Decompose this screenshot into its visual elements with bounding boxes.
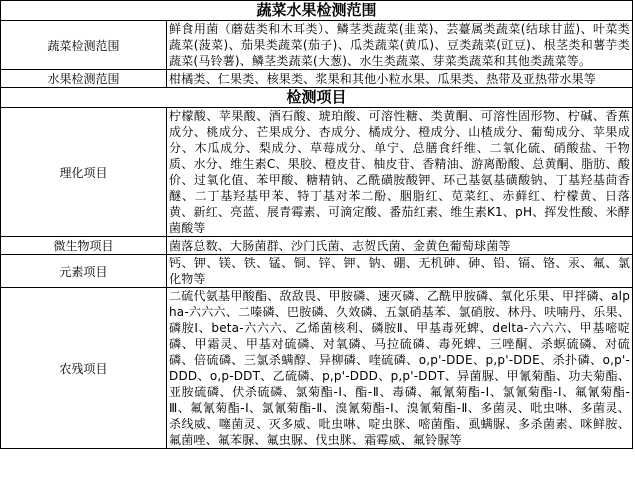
microbe-label[interactable]: 微生物项目 (1, 237, 167, 255)
element-content[interactable]: 钙、钾、镁、铁、锰、铜、锌、钾、钠、硼、无机砷、砷、铅、镉、铬、汞、氟、氯化物等 (167, 255, 633, 288)
microbe-content[interactable]: 菌落总数、大肠菌群、沙门氏菌、志贺氏菌、金黄色葡萄球菌等 (167, 237, 633, 255)
table-row (1, 288, 633, 449)
table-row (1, 21, 633, 70)
pesticide-label[interactable]: 农残项目 (1, 288, 167, 449)
section-row (1, 88, 633, 108)
table-row (1, 237, 633, 255)
title-row (1, 1, 633, 21)
vegetable-scope-content[interactable]: 鲜食用菌（蘑菇类和木耳类）、鳞茎类蔬菜(韭菜)、芸薹属类蔬菜(结球甘蓝)、叶菜类蔬菜(菠菜)、茄果类蔬菜(茄子)、瓜类蔬菜(黄瓜)、豆类蔬菜(豇豆)、根茎类和薯芋类蔬菜(马铃薯)、鳞茎类蔬菜(大葱)、水生类蔬菜、芽菜类蔬菜和其他类蔬菜等。 (167, 21, 633, 70)
table-row (1, 255, 633, 288)
fruit-scope-content[interactable]: 柑橘类、仁果类、核果类、浆果和其他小粒水果、瓜果类、热带及亚热带水果等 (167, 70, 633, 88)
table-row (1, 70, 633, 88)
element-label[interactable]: 元素项目 (1, 255, 167, 288)
vegetable-scope-label[interactable]: 蔬菜检测范围 (1, 21, 167, 70)
section-title[interactable]: 检测项目 (1, 88, 633, 108)
physchem-label[interactable]: 理化项目 (1, 108, 167, 237)
pesticide-content[interactable]: 二硫代氨基甲酸酯、敌敌畏、甲胺磷、速灭磷、乙酰甲胺磷、氧化乐果、甲拌磷、alpha-六六六、二嗪磷、巴胺磷、久效磷、五氯硝基苯、氯硝胺、林丹、呋喃丹、乐果、磷胺Ⅰ、beta-六六六、乙烯菌核利、磷胺Ⅱ、甲基毒死蜱、delta-六六六、甲基嘧啶磷、甲霜灵、甲基对硫磷、对氧磷、马拉硫磷、毒死蜱、三唑酮、杀螟硫磷、对硫磷、倍硫磷、三氯杀螨醇、异柳磷、喹硫磷、o,p'-DDE、p,p'-DDE、杀扑磷、o,p'-DDD、o,p-DDT、乙硫磷、p,p'-DDD、p,p'-DDT、异菌脲、甲氰菊酯、功夫菊酯、亚胺硫磷、伏杀硫磷、氯菊酯-Ⅰ、酯-Ⅱ、毒磷、氟氰菊酯-Ⅰ、氯氰菊酯-Ⅰ、氟氰菊酯-Ⅲ、氟氰菊酯-Ⅰ、氯氰菊酯-Ⅱ、溴氰菊酯-Ⅰ、溴氰菊酯-Ⅱ、多菌灵、吡虫啉、多菌灵、杀线威、噻菌灵、灭多威、吡虫啉、啶虫脒、嘧菌酯、虱螨脲、多杀菌素、咪鲜胺、氟菌唑、氟苯脲、氟虫脲、伐虫脒、霜霉威、氟铃脲等 (167, 288, 633, 449)
table-row (1, 108, 633, 237)
fruit-scope-label[interactable]: 水果检测范围 (1, 70, 167, 88)
table-title[interactable]: 蔬菜水果检测范围 (1, 1, 633, 21)
physchem-content[interactable]: 柠檬酸、苹果酸、酒石酸、琥珀酸、可溶性糖、类黄酮、可溶性固形物、柠碱、香蕉成分、桃成分、芒果成分、杏成分、橘成分、橙成分、山楂成分、葡萄成分、苹果成分、木瓜成分、梨成分、草莓成分、单宁、总膳食纤维、二氧化硫、硝酸盐、干物质、水分、维生素C、果胶、橙皮苷、柚皮苷、香精油、游离酚酸、总黄酮、脂肪、酸价、过氧化值、苯甲酸、糖精钠、乙酰磺胺酸钾、环己基氨基磺酸钠、丁基羟基茴香醚、二丁基羟基甲苯、特丁基对苯二酚、胭脂红、苋菜红、赤藓红、柠檬黄、日落黄、新红、亮蓝、展青霉素、可滴定酸、番茄红素、维生素K1、pH、挥发性酸、米酵菌酸等 (167, 108, 633, 237)
